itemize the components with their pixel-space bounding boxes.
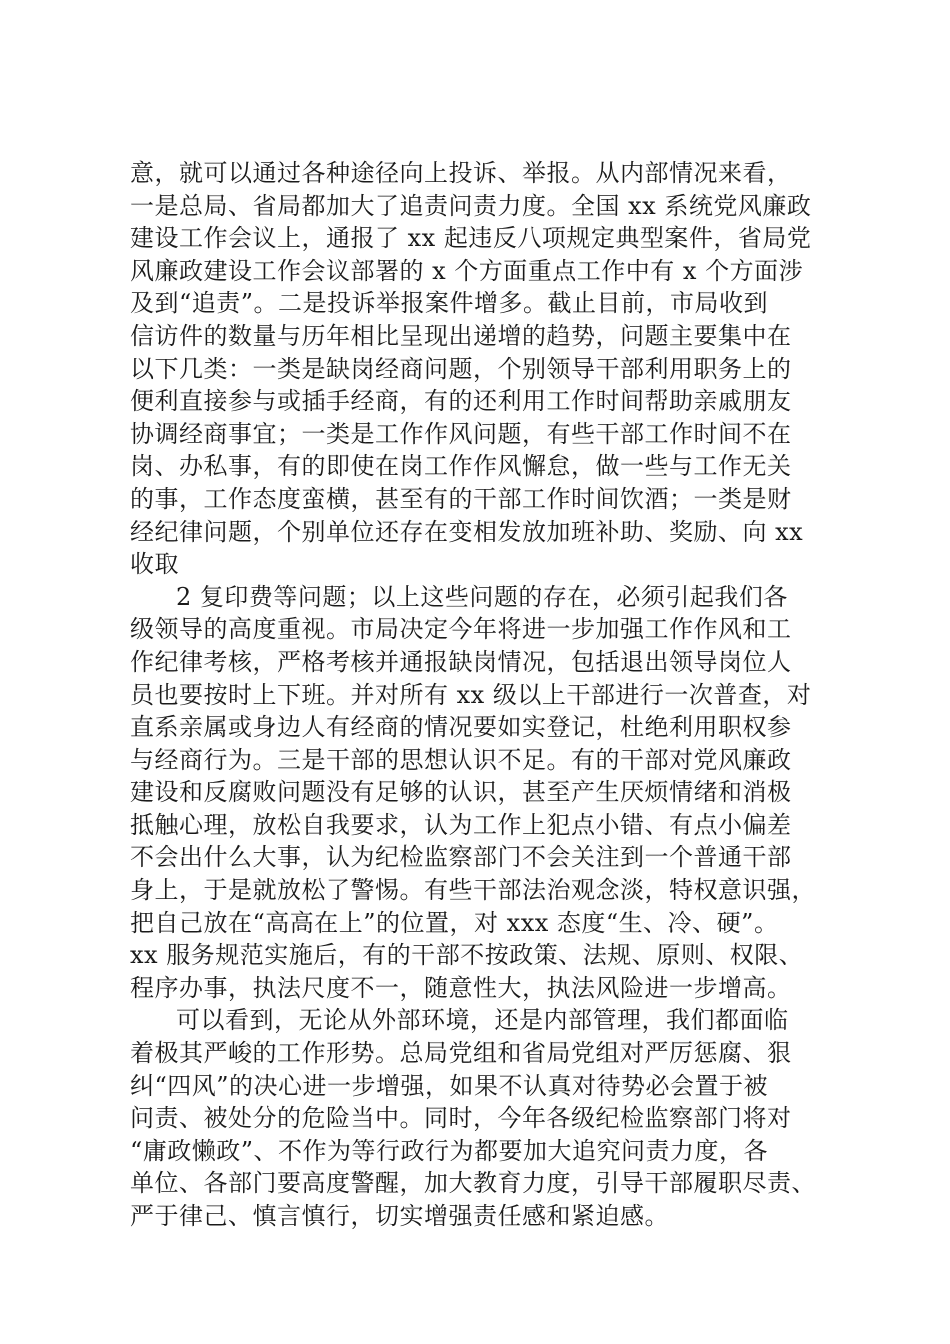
paragraph-start-line: 可以看到，无论从外部环境，还是内部管理，我们都面临 (176, 1006, 789, 1035)
text-line: 纠“四风”的决心进一步增强，如果不认真对待势必会置于被 (130, 1071, 769, 1100)
text-line: 着极其严峻的工作形势。总局党组和省局党组对严厉惩腐、狠 (130, 1039, 792, 1068)
text-line: 单位、各部门要高度警醒，加大教育力度，引导干部履职尽责、 (130, 1169, 816, 1198)
text-line: 抵触心理，放松自我要求，认为工作上犯点小错、有点小偏差 (130, 810, 792, 839)
text-line: 经纪律问题，个别单位还存在变相发放加班补助、奖励、向 xx (130, 517, 804, 546)
text-line: 岗、办私事，有的即使在岗工作作风懈怠，做一些与工作无关 (130, 452, 792, 481)
text-line: 一是总局、省局都加大了追责问责力度。全国 xx 系统党风廉政 (130, 191, 812, 220)
text-line: 以下几类：一类是缺岗经商问题，个别领导干部利用职务上的 (130, 354, 792, 383)
text-line: 不会出什么大事，认为纪检监察部门不会关注到一个普通干部 (130, 843, 792, 872)
text-line: 建设工作会议上，通报了 xx 起违反八项规定典型案件，省局党 (130, 224, 812, 253)
text-line: 直系亲属或身边人有经商的情况要如实登记，杜绝利用职权参 (130, 713, 792, 742)
text-line: 的事，工作态度蛮横，甚至有的干部工作时间饮酒；一类是财 (130, 484, 792, 513)
text-line: 意，就可以通过各种途径向上投诉、举报。从内部情况来看， (130, 159, 792, 187)
text-line: “庸政懒政”、不作为等行政行为都要加大追究问责力度，各 (130, 1136, 769, 1165)
text-line: 协调经商事宜；一类是工作作风问题，有些干部工作时间不在 (130, 419, 792, 448)
text-line: 作纪律考核，严格考核并通报缺岗情况，包括退出领导岗位人 (130, 647, 792, 676)
document-body (130, 157, 850, 1233)
text-line: 程序办事，执法尺度不一，随意性大，执法风险进一步增高。 (130, 973, 792, 1002)
text-line: 收取 (130, 550, 179, 579)
text-line: 建设和反腐败问题没有足够的认识，甚至产生厌烦情绪和消极 (130, 778, 792, 807)
text-line: 与经商行为。三是干部的思想认识不足。有的干部对党风廉政 (130, 745, 792, 774)
text-line: 级领导的高度重视。市局决定今年将进一步加强工作作风和工 (130, 615, 792, 644)
text-line: 员也要按时上下班。并对所有 xx 级以上干部进行一次普查，对 (130, 680, 812, 709)
text-line: 信访件的数量与历年相比呈现出递增的趋势，问题主要集中在 (130, 321, 792, 350)
text-line: 身上，于是就放松了警惕。有些干部法治观念淡，特权意识强， (130, 876, 816, 905)
text-line: 问责、被处分的危险当中。同时，今年各级纪检监察部门将对 (130, 1104, 792, 1133)
paragraph-start-line: 2 复印费等问题；以上这些问题的存在，必须引起我们各 (176, 582, 788, 611)
text-line: 把自己放在“高高在上”的位置，对 xxx 态度“生、冷、硬”。 (130, 908, 779, 937)
text-line: 严于律己、慎言慎行，切实增强责任感和紧迫感。 (130, 1202, 669, 1230)
text-line: xx 服务规范实施后，有的干部不按政策、法规、原则、权限、 (130, 941, 804, 970)
text-line: 及到“追责”。二是投诉举报案件增多。截止目前，市局收到 (130, 289, 769, 318)
text-line: 便利直接参与或插手经商，有的还利用工作时间帮助亲戚朋友 (130, 387, 792, 416)
text-line: 风廉政建设工作会议部署的 x 个方面重点工作中有 x 个方面涉 (130, 256, 804, 285)
